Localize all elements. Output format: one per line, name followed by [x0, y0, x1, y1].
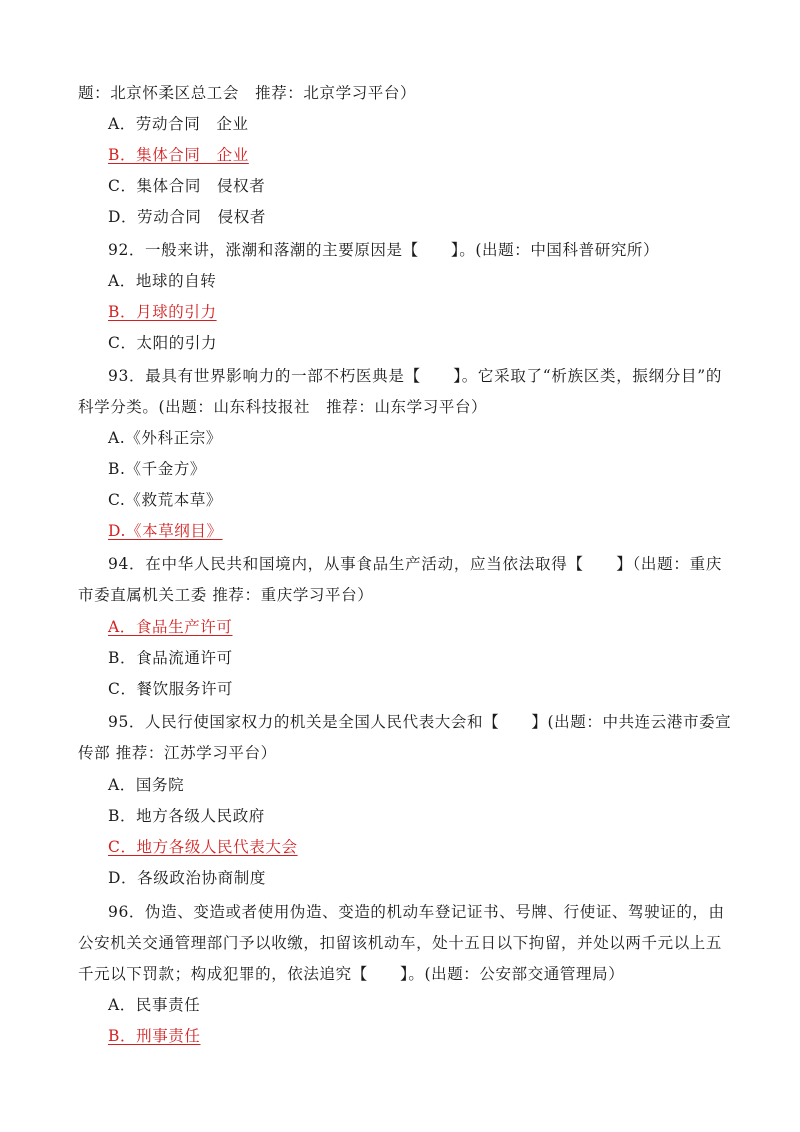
q94-option-b: B．食品流通许可 [108, 649, 233, 667]
question-94-line-2: 市委直属机关工委 推荐：重庆学习平台） [78, 586, 374, 604]
q91-option-a: A．劳动合同 企业 [108, 115, 249, 133]
question-92: 92．一般来讲，涨潮和落潮的主要原因是【 】。(出题：中国科普研究所） [108, 241, 660, 259]
q95-option-a: A．国务院 [108, 776, 185, 794]
question-96-line-3: 千元以下罚款；构成犯罪的，依法追究【 】。(出题：公安部交通管理局） [78, 965, 625, 983]
question-93-line-1: 93．最具有世界影响力的一部不朽医典是【 】。它采取了“析族区类，振纲分目”的 [108, 367, 722, 385]
q96-option-b-answer: B．刑事责任 [108, 1027, 201, 1045]
q93-option-c: C.《救荒本草》 [108, 491, 223, 509]
question-95-line-1: 95．人民行使国家权力的机关是全国人民代表大会和【 】(出题：中共连云港市委宣 [108, 713, 732, 731]
q94-option-c: C．餐饮服务许可 [108, 680, 234, 698]
question-91-continuation: 题：北京怀柔区总工会 推荐：北京学习平台） [78, 84, 417, 102]
q92-option-a: A．地球的自转 [108, 272, 217, 290]
q93-option-a: A.《外科正宗》 [108, 429, 222, 447]
question-96-line-1: 96．伪造、变造或者使用伪造、变造的机动车登记证书、号牌、行使证、驾驶证的，由 [108, 903, 725, 921]
q91-option-b-answer: B．集体合同 企业 [108, 146, 249, 164]
q94-option-a-answer: A．食品生产许可 [108, 618, 233, 636]
question-95-line-2: 传部 推荐：江苏学习平台） [78, 744, 277, 762]
q96-option-a: A．民事责任 [108, 996, 201, 1014]
question-93-line-2: 科学分类。(出题：山东科技报社 推荐：山东学习平台） [78, 398, 488, 416]
q95-option-c-answer: C．地方各级人民代表大会 [108, 838, 298, 856]
q95-option-b: B．地方各级人民政府 [108, 807, 265, 825]
q92-option-b-answer: B．月球的引力 [108, 303, 217, 321]
question-94-line-1: 94．在中华人民共和国境内，从事食品生产活动，应当依法取得【 】（出题：重庆 [108, 555, 722, 573]
q93-option-d-answer: D.《本草纲目》 [108, 522, 223, 540]
q93-option-b: B.《千金方》 [108, 460, 207, 478]
q92-option-c: C．太阳的引力 [108, 334, 218, 352]
question-96-line-2: 公安机关交通管理部门予以收缴，扣留该机动车，处十五日以下拘留，并处以两千元以上五 [78, 934, 723, 952]
q91-option-d: D．劳动合同 侵权者 [108, 208, 266, 226]
q95-option-d: D．各级政治协商制度 [108, 869, 266, 887]
q91-option-c: C．集体合同 侵权者 [108, 177, 266, 195]
